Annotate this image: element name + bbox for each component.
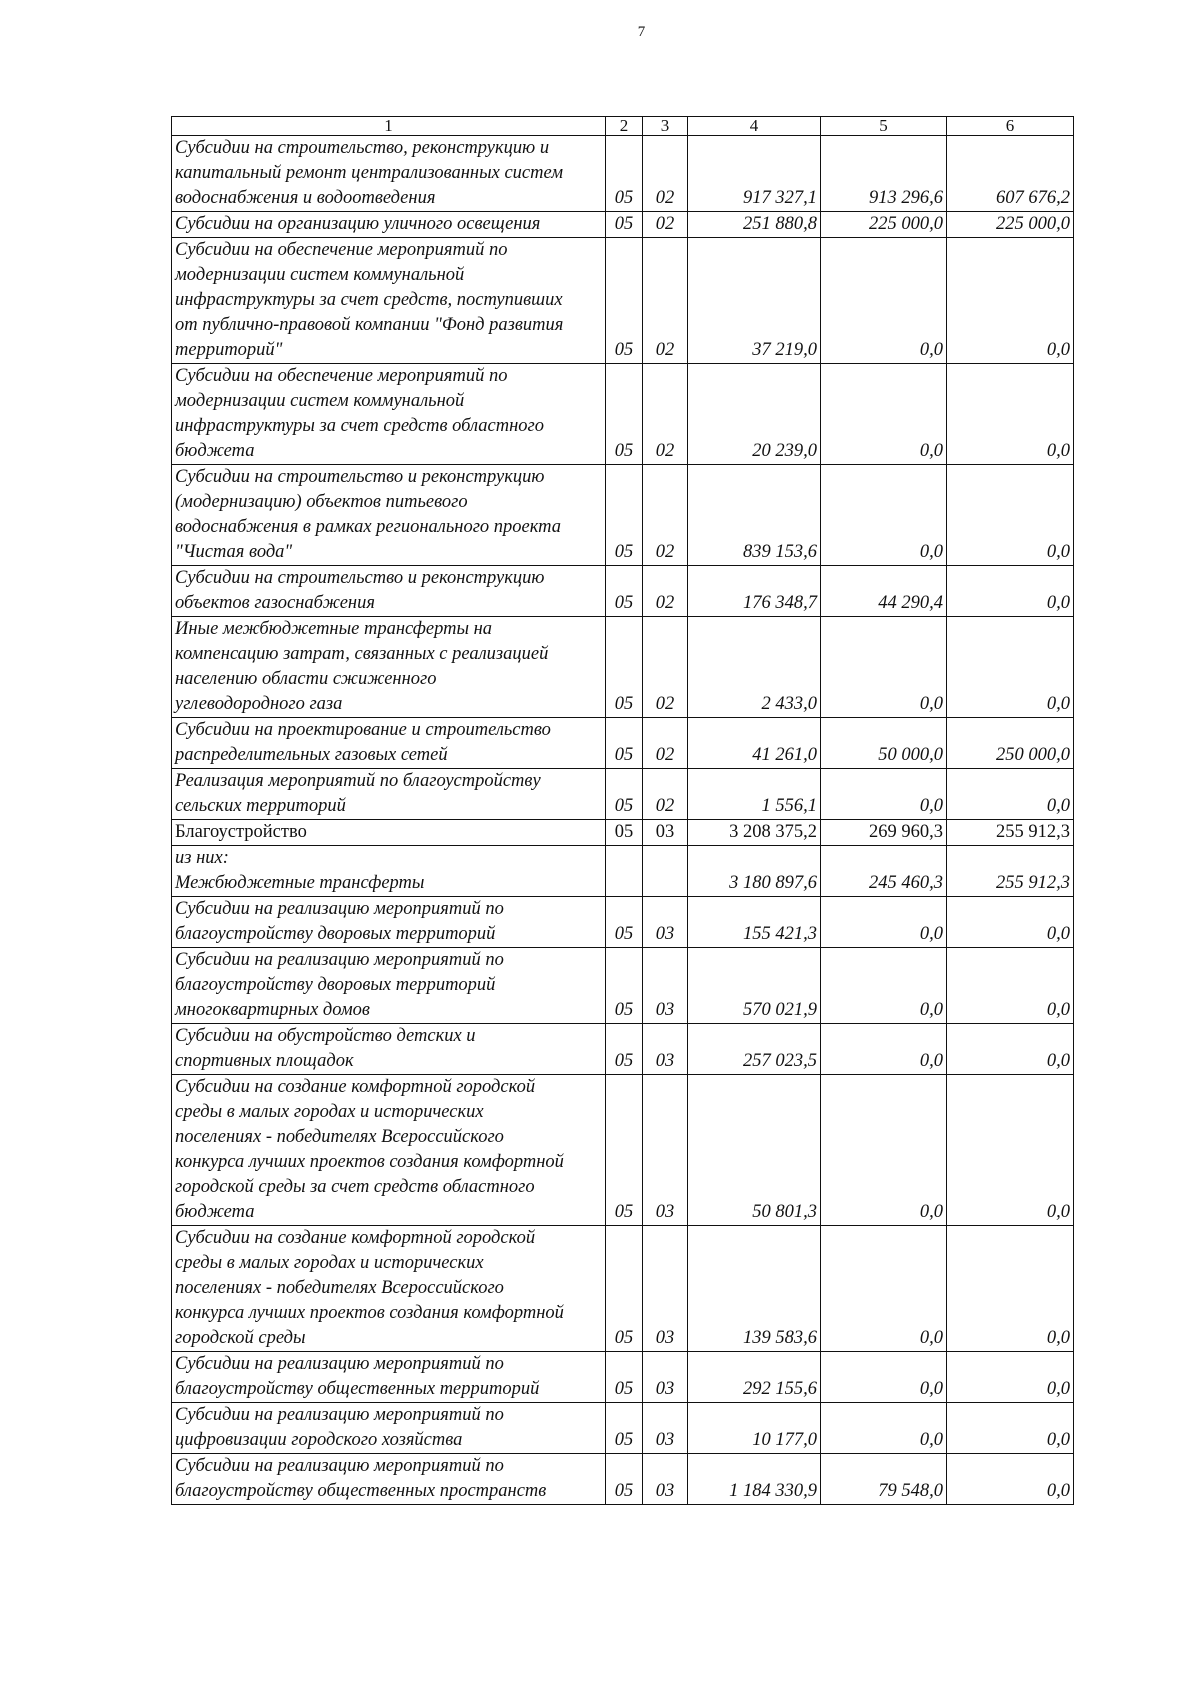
table-row: [172, 1226, 1074, 1352]
amount-col-6: 0,0: [947, 897, 1074, 948]
amount-col-6: 0,0: [947, 1403, 1074, 1454]
amount-col-5: 0,0: [821, 1024, 947, 1075]
section-code: 05: [606, 948, 643, 1024]
section-code: 05: [606, 897, 643, 948]
scan-artifact: [1160, 1684, 1200, 1694]
row-name: [172, 238, 606, 364]
row-name-line: среды в малых городах и исторических: [175, 1102, 484, 1122]
amount-col-4: 37 219,0: [688, 238, 821, 364]
row-name-line: инфраструктуры за счет средств областного: [175, 416, 545, 436]
amount-col-5: 50 000,0: [821, 718, 947, 769]
subsection-code: 02: [643, 769, 688, 820]
amount-col-6: 0,0: [947, 238, 1074, 364]
row-name-line: спортивных площадок: [175, 1051, 354, 1071]
row-name-line: модернизации систем коммунальной: [175, 391, 465, 411]
subsection-code: 02: [643, 617, 688, 718]
section-code: 05: [606, 238, 643, 364]
section-code: 05: [606, 1024, 643, 1075]
table-row: [172, 136, 1074, 212]
row-name-line: распределительных газовых сетей: [175, 745, 448, 765]
row-name: [172, 1226, 606, 1352]
row-name-line: водоснабжения в рамках регионального проекта: [175, 517, 561, 537]
section-code: 05: [606, 1403, 643, 1454]
row-name-line: Субсидии на организацию уличного освещения: [175, 214, 541, 234]
table-row: [172, 238, 1074, 364]
subsection-code: 03: [643, 1075, 688, 1226]
table-row: [172, 465, 1074, 566]
row-name-line: углеводородного газа: [175, 694, 343, 714]
amount-col-4: 3 180 897,6: [688, 846, 821, 897]
table-row: [172, 846, 1074, 897]
amount-col-5: 245 460,3: [821, 846, 947, 897]
section-code: 05: [606, 617, 643, 718]
row-name-line: Реализация мероприятий по благоустройству: [175, 771, 541, 791]
row-name-line: благоустройству общественных пространств: [175, 1481, 547, 1501]
row-name-line: объектов газоснабжения: [175, 593, 375, 613]
amount-col-4: 10 177,0: [688, 1403, 821, 1454]
row-name-line: из них:: [175, 848, 229, 868]
row-name-line: конкурса лучших проектов создания комфортной: [175, 1152, 564, 1172]
subsection-code: 03: [643, 1352, 688, 1403]
subsection-code: 02: [643, 718, 688, 769]
amount-col-6: 255 912,3: [947, 820, 1074, 846]
row-name-line: Субсидии на обустройство детских и: [175, 1026, 476, 1046]
row-name-line: Субсидии на обеспечение мероприятий по: [175, 366, 508, 386]
budget-table-body: [172, 117, 1074, 1505]
header-col-4: 4: [688, 117, 821, 136]
row-name: [172, 820, 606, 846]
subsection-code: 02: [643, 364, 688, 465]
row-name-line: бюджета: [175, 441, 255, 461]
row-name-line: городской среды: [175, 1328, 306, 1348]
amount-col-4: 3 208 375,2: [688, 820, 821, 846]
amount-col-6: 0,0: [947, 948, 1074, 1024]
row-name: [172, 846, 606, 897]
amount-col-6: 0,0: [947, 1454, 1074, 1505]
amount-col-5: 0,0: [821, 1226, 947, 1352]
amount-col-5: 913 296,6: [821, 136, 947, 212]
row-name: [172, 948, 606, 1024]
amount-col-5: 225 000,0: [821, 212, 947, 238]
row-name: [172, 566, 606, 617]
header-col-2: 2: [606, 117, 643, 136]
amount-col-5: 0,0: [821, 465, 947, 566]
row-name: [172, 136, 606, 212]
row-name-line: компенсацию затрат, связанных с реализацией: [175, 644, 549, 664]
amount-col-4: 20 239,0: [688, 364, 821, 465]
row-name-line: Субсидии на создание комфортной городской: [175, 1077, 536, 1097]
amount-col-4: 257 023,5: [688, 1024, 821, 1075]
section-code: 05: [606, 820, 643, 846]
table-row: [172, 769, 1074, 820]
row-name: [172, 212, 606, 238]
row-name-line: многоквартирных домов: [175, 1000, 370, 1020]
table-row: [172, 820, 1074, 846]
section-code: 05: [606, 364, 643, 465]
budget-table: [171, 116, 1074, 1505]
section-code: 05: [606, 465, 643, 566]
section-code: 05: [606, 1075, 643, 1226]
row-name-line: Субсидии на строительство и реконструкцию: [175, 467, 545, 487]
section-code: 05: [606, 212, 643, 238]
table-row: [172, 617, 1074, 718]
table-row: [172, 364, 1074, 465]
row-name: [172, 718, 606, 769]
section-code: 05: [606, 136, 643, 212]
amount-col-6: 0,0: [947, 1075, 1074, 1226]
row-name-line: цифровизации городского хозяйства: [175, 1430, 463, 1450]
header-col-5: 5: [821, 117, 947, 136]
table-row: [172, 1024, 1074, 1075]
row-name-line: бюджета: [175, 1202, 255, 1222]
amount-col-4: 251 880,8: [688, 212, 821, 238]
amount-col-5: 0,0: [821, 1352, 947, 1403]
table-row: [172, 1075, 1074, 1226]
amount-col-4: 2 433,0: [688, 617, 821, 718]
row-name-line: Субсидии на проектирование и строительство: [175, 720, 551, 740]
amount-col-5: 0,0: [821, 948, 947, 1024]
row-name-line: Межбюджетные трансферты: [175, 873, 425, 893]
row-name: [172, 1024, 606, 1075]
row-name-line: "Чистая вода": [175, 542, 293, 562]
amount-col-4: 292 155,6: [688, 1352, 821, 1403]
row-name-line: среды в малых городах и исторических: [175, 1253, 484, 1273]
amount-col-5: 44 290,4: [821, 566, 947, 617]
row-name-line: поселениях - победителях Всероссийского: [175, 1278, 504, 1298]
row-name: [172, 465, 606, 566]
amount-col-5: 269 960,3: [821, 820, 947, 846]
row-name-line: Субсидии на реализацию мероприятий по: [175, 1405, 504, 1425]
amount-col-6: 0,0: [947, 769, 1074, 820]
amount-col-4: 917 327,1: [688, 136, 821, 212]
row-name: [172, 364, 606, 465]
subsection-code: 02: [643, 212, 688, 238]
amount-col-6: 0,0: [947, 364, 1074, 465]
amount-col-6: 0,0: [947, 617, 1074, 718]
row-name: [172, 769, 606, 820]
subsection-code: [643, 846, 688, 897]
amount-col-4: 50 801,3: [688, 1075, 821, 1226]
row-name-line: Субсидии на реализацию мероприятий по: [175, 899, 504, 919]
table-row: [172, 212, 1074, 238]
row-name-line: капитальный ремонт централизованных систем: [175, 163, 564, 183]
amount-col-6: 607 676,2: [947, 136, 1074, 212]
row-name-line: сельских территорий: [175, 796, 346, 816]
row-name-line: от публично-правовой компании "Фонд развития: [175, 315, 564, 335]
section-code: 05: [606, 769, 643, 820]
amount-col-5: 0,0: [821, 1075, 947, 1226]
row-name: [172, 617, 606, 718]
row-name-line: Субсидии на обеспечение мероприятий по: [175, 240, 508, 260]
section-code: 05: [606, 1454, 643, 1505]
row-name-line: Субсидии на реализацию мероприятий по: [175, 950, 504, 970]
row-name-line: Благоустройство: [175, 822, 307, 842]
section-code: 05: [606, 1352, 643, 1403]
amount-col-5: 0,0: [821, 364, 947, 465]
row-name: [172, 1352, 606, 1403]
table-row: [172, 897, 1074, 948]
page-number: 7: [637, 24, 646, 40]
amount-col-4: 1 556,1: [688, 769, 821, 820]
amount-col-5: 0,0: [821, 1403, 947, 1454]
subsection-code: 03: [643, 897, 688, 948]
row-name: [172, 1454, 606, 1505]
header-col-3: 3: [643, 117, 688, 136]
subsection-code: 03: [643, 1226, 688, 1352]
amount-col-4: 570 021,9: [688, 948, 821, 1024]
row-name-line: благоустройству дворовых территорий: [175, 924, 496, 944]
row-name-line: поселениях - победителях Всероссийского: [175, 1127, 504, 1147]
section-code: [606, 846, 643, 897]
subsection-code: 02: [643, 238, 688, 364]
amount-col-4: 155 421,3: [688, 897, 821, 948]
subsection-code: 03: [643, 1454, 688, 1505]
section-code: 05: [606, 718, 643, 769]
amount-col-6: 0,0: [947, 1226, 1074, 1352]
amount-col-6: 0,0: [947, 1024, 1074, 1075]
table-row: [172, 1454, 1074, 1505]
row-name-line: водоснабжения и водоотведения: [175, 188, 436, 208]
amount-col-6: 0,0: [947, 1352, 1074, 1403]
row-name-line: инфраструктуры за счет средств, поступивших: [175, 290, 563, 310]
table-row: [172, 1403, 1074, 1454]
header-col-6: 6: [947, 117, 1074, 136]
header-col-1: 1: [172, 117, 606, 136]
row-name-line: модернизации систем коммунальной: [175, 265, 465, 285]
row-name-line: городской среды за счет средств областного: [175, 1177, 535, 1197]
table-row: [172, 1352, 1074, 1403]
subsection-code: 02: [643, 465, 688, 566]
subsection-code: 02: [643, 566, 688, 617]
amount-col-4: 1 184 330,9: [688, 1454, 821, 1505]
row-name: [172, 897, 606, 948]
row-name-line: Субсидии на создание комфортной городской: [175, 1228, 536, 1248]
amount-col-4: 839 153,6: [688, 465, 821, 566]
amount-col-4: 139 583,6: [688, 1226, 821, 1352]
row-name-line: Субсидии на строительство, реконструкцию и: [175, 138, 550, 158]
section-code: 05: [606, 1226, 643, 1352]
amount-col-6: 255 912,3: [947, 846, 1074, 897]
amount-col-4: 176 348,7: [688, 566, 821, 617]
row-name-line: населению области сжиженного: [175, 669, 437, 689]
amount-col-6: 225 000,0: [947, 212, 1074, 238]
row-name-line: Субсидии на реализацию мероприятий по: [175, 1456, 504, 1476]
row-name: [172, 1403, 606, 1454]
subsection-code: 03: [643, 1024, 688, 1075]
row-name-line: Субсидии на реализацию мероприятий по: [175, 1354, 504, 1374]
row-name: [172, 1075, 606, 1226]
amount-col-5: 0,0: [821, 617, 947, 718]
row-name-line: конкурса лучших проектов создания комфортной: [175, 1303, 564, 1323]
subsection-code: 03: [643, 948, 688, 1024]
table-row: [172, 566, 1074, 617]
amount-col-4: 41 261,0: [688, 718, 821, 769]
amount-col-5: 0,0: [821, 769, 947, 820]
amount-col-6: 250 000,0: [947, 718, 1074, 769]
row-name-line: (модернизацию) объектов питьевого: [175, 492, 468, 512]
row-name-line: Иные межбюджетные трансферты на: [175, 619, 493, 639]
section-code: 05: [606, 566, 643, 617]
table-row: [172, 948, 1074, 1024]
amount-col-6: 0,0: [947, 465, 1074, 566]
row-name-line: благоустройству общественных территорий: [175, 1379, 540, 1399]
subsection-code: 03: [643, 1403, 688, 1454]
table-row: [172, 718, 1074, 769]
subsection-code: 02: [643, 136, 688, 212]
amount-col-6: 0,0: [947, 566, 1074, 617]
amount-col-5: 0,0: [821, 238, 947, 364]
row-name-line: Субсидии на строительство и реконструкцию: [175, 568, 545, 588]
amount-col-5: 0,0: [821, 897, 947, 948]
row-name-line: территорий": [175, 340, 283, 360]
table-header-row: [172, 117, 1074, 136]
amount-col-5: 79 548,0: [821, 1454, 947, 1505]
row-name-line: благоустройству дворовых территорий: [175, 975, 496, 995]
subsection-code: 03: [643, 820, 688, 846]
